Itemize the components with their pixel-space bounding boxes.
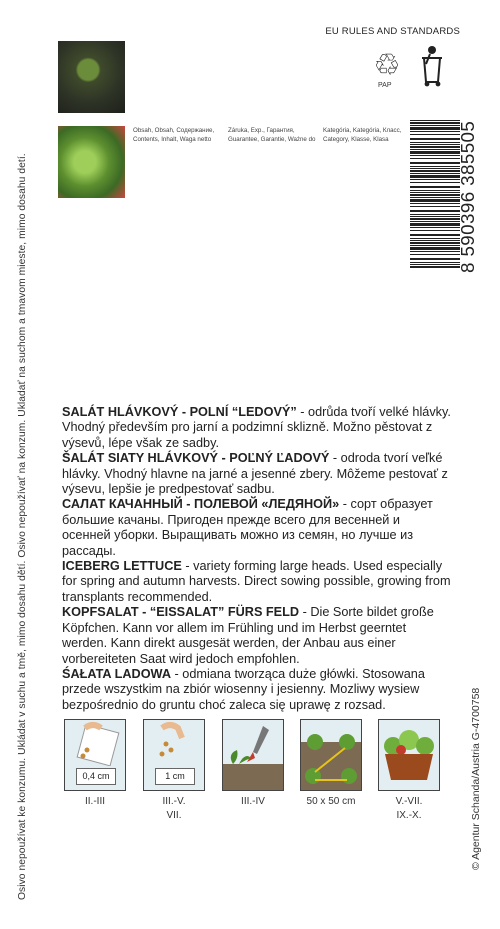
barcode-bar [410, 120, 460, 121]
barcode-number: 8 590396 385505 [457, 120, 478, 273]
category-label [323, 126, 401, 144]
barcode-bar [410, 197, 460, 198]
sowing-depth-chip: 0,4 cm [76, 768, 116, 785]
barcode-bar [410, 155, 460, 156]
sowing-depth-panel [64, 719, 126, 791]
desc-ru-title: САЛАТ КАЧАННЫЙ - ПОЛЕВОЙ «ЛЕДЯНОЙ» [62, 497, 340, 512]
desc-de-title: KOPFSALAT - “EISSALAT” FÜRS FELD [62, 605, 300, 620]
contents-label-line2: Contents, Inhalt, Waga netto [133, 136, 212, 143]
barcode-bar [410, 125, 460, 126]
guarantee-label-line1: Záruka, Exp., Гарантия, [228, 127, 295, 134]
barcode-bar [410, 173, 460, 174]
guarantee-label [228, 126, 315, 144]
barcode-bar [410, 254, 460, 255]
desc-en [62, 559, 452, 605]
barcode-bar [410, 216, 460, 217]
barcode-bar [410, 175, 460, 178]
barcode-bar [410, 122, 460, 124]
desc-sk-title: ŠALÁT SIATY HLÁVKOVÝ - POĽNÝ ĽADOVÝ [62, 451, 330, 466]
sowing-depth-panel-2 [143, 719, 205, 791]
desc-en-title: ICEBERG LETTUCE [62, 559, 182, 574]
spacing-caption: 50 x 50 cm [306, 796, 356, 807]
storage-warning-line: Osivo nepoužívat ke konzumu. Ukládat v suchu a tmě, mimo dosahu dětí. Osivo nepoužívať na konzum. Ukladať na suchom a tmavom mieste, mimo dosahu detí. [17, 153, 28, 900]
barcode-bar [410, 221, 460, 222]
desc-ru [62, 497, 452, 559]
barcode-bar [410, 144, 460, 145]
desc-sk-body: - odroda tvorí veľké hlávky. Vhodný hlavne na jarné a jesenné zbery. Môžeme pestovať z výsevu, lepšie je predpestovať sadbu. [62, 451, 448, 497]
guarantee-label-line2: Guarantee, Garantie, Ważne do [228, 136, 316, 143]
barcode [410, 118, 460, 273]
barcode-bar [410, 210, 460, 212]
desc-pl-body: - odmiana tworząca duże główki. Stosowana przede wszystkim na zbiór wiosenny i jesienny. Mozliwy wysiew bezpośrednio do gruntu choć zaleca się uprawę z rozsad. [62, 666, 425, 712]
desc-cz [62, 405, 452, 451]
barcode-bar [410, 203, 460, 204]
pap-label: PAP [378, 82, 392, 89]
barcode-bar [410, 131, 460, 132]
barcode-bar [410, 146, 460, 148]
recycle-icon: ♲ [373, 49, 401, 82]
barcode-bar [410, 186, 460, 188]
barcode-bar [410, 151, 460, 154]
barcode-bar [410, 227, 460, 228]
month-caption-3: III.-IV [241, 796, 265, 807]
desc-cz-body: - odrůda tvoří velké hlávky. Vhodný především pro jarní a podzimní sklizně. Možno pěstovat z výsevů, lépe však ze sadby. [62, 405, 451, 450]
seed-sowing-icon [144, 720, 204, 766]
barcode-bar [410, 247, 460, 250]
category-label-line1: Kategória, Kategória, Класс, [323, 127, 402, 134]
transplant-panel [222, 719, 284, 791]
harvest-basket-icon [379, 720, 439, 790]
contents-label-line1: Obsah, Obsah, Содержание, [133, 127, 215, 134]
barcode-bar [410, 134, 460, 135]
sowing-depth-chip-2: 1 cm [155, 768, 195, 785]
plant-spacing-icon [301, 720, 361, 790]
spacing-panel [300, 719, 362, 791]
barcode-bar [410, 168, 460, 169]
barcode-bar [410, 258, 460, 260]
barcode-bar [410, 238, 460, 239]
barcode-bar [410, 127, 460, 130]
month-caption-5b: IX.-X. [396, 810, 422, 821]
barcode-bar [410, 199, 460, 202]
copyright-text: © Agentur Schanda/Austria G-4700758 [470, 687, 482, 870]
barcode-bar [410, 162, 460, 164]
barcode-bar [410, 182, 460, 183]
trowel-plant-icon [223, 720, 283, 790]
contents-label [133, 126, 214, 144]
barcode-bar [410, 149, 460, 150]
barcode-bar [410, 245, 460, 246]
barcode-bar [410, 230, 460, 231]
lettuce-photo [58, 126, 125, 198]
barcode-bar [410, 194, 460, 196]
eu-rules-title: EU RULES AND STANDARDS [325, 26, 460, 37]
desc-de [62, 605, 452, 667]
barcode-bar [410, 138, 460, 140]
barcode-bar [410, 218, 460, 220]
trash-bin-icon [410, 44, 450, 88]
barcode-bar [410, 192, 460, 193]
month-caption-2: III.-V. [162, 796, 186, 807]
harvest-panel [378, 719, 440, 791]
month-caption-5: V.-VII. [395, 796, 423, 807]
desc-de-body: - Die Sorte bildet große Köpfchen. Kann vor allem im Frühling und im Herbst geerntet werden. Kann direkt ausgesät werden, der Anbau aus einer vorbereiteten Saat wird jedoch empfohlen. [62, 605, 434, 666]
barcode-bar [410, 166, 460, 167]
seedling-photo [58, 41, 125, 113]
month-caption-1: II.-III [85, 796, 105, 807]
barcode-bar [410, 142, 460, 143]
barcode-bar [410, 266, 460, 268]
barcode-bar [410, 242, 460, 244]
category-label-line2: Category, Klasse, Klasa [323, 136, 389, 143]
barcode-bar [410, 262, 460, 263]
copyright [470, 560, 490, 890]
desc-pl [62, 667, 452, 713]
barcode-bar [410, 158, 460, 159]
barcode-bar [410, 234, 460, 236]
month-caption-2b: VII. [166, 810, 182, 821]
barcode-bar [410, 223, 460, 226]
desc-ru-body: - сорт образует большие качаны. Пригоден прежде всего для весенней и осенней уборки. Выращивать можно из семян, но лучше из рассады. [62, 497, 433, 558]
barcode-bar [410, 251, 460, 252]
barcode-bar [410, 240, 460, 241]
barcode-bar [410, 264, 460, 265]
product-description [62, 405, 452, 713]
desc-sk [62, 451, 452, 497]
barcode-bar [410, 214, 460, 215]
barcode-bar [410, 170, 460, 172]
barcode-bar [410, 190, 460, 191]
barcode-bar [410, 206, 460, 207]
storage-warning [12, 70, 52, 900]
desc-cz-title: SALÁT HLÁVKOVÝ - POLNÍ “LEDOVÝ” [62, 405, 297, 419]
desc-en-body: - variety forming large heads. Used especially for spring and autumn harvests. Direct sowing possible, growing from transplants recommended. [62, 559, 451, 604]
barcode-bar [410, 179, 460, 180]
desc-pl-title: ŚAŁATA LADOWA [62, 666, 171, 681]
seed-packet-icon [65, 720, 125, 766]
